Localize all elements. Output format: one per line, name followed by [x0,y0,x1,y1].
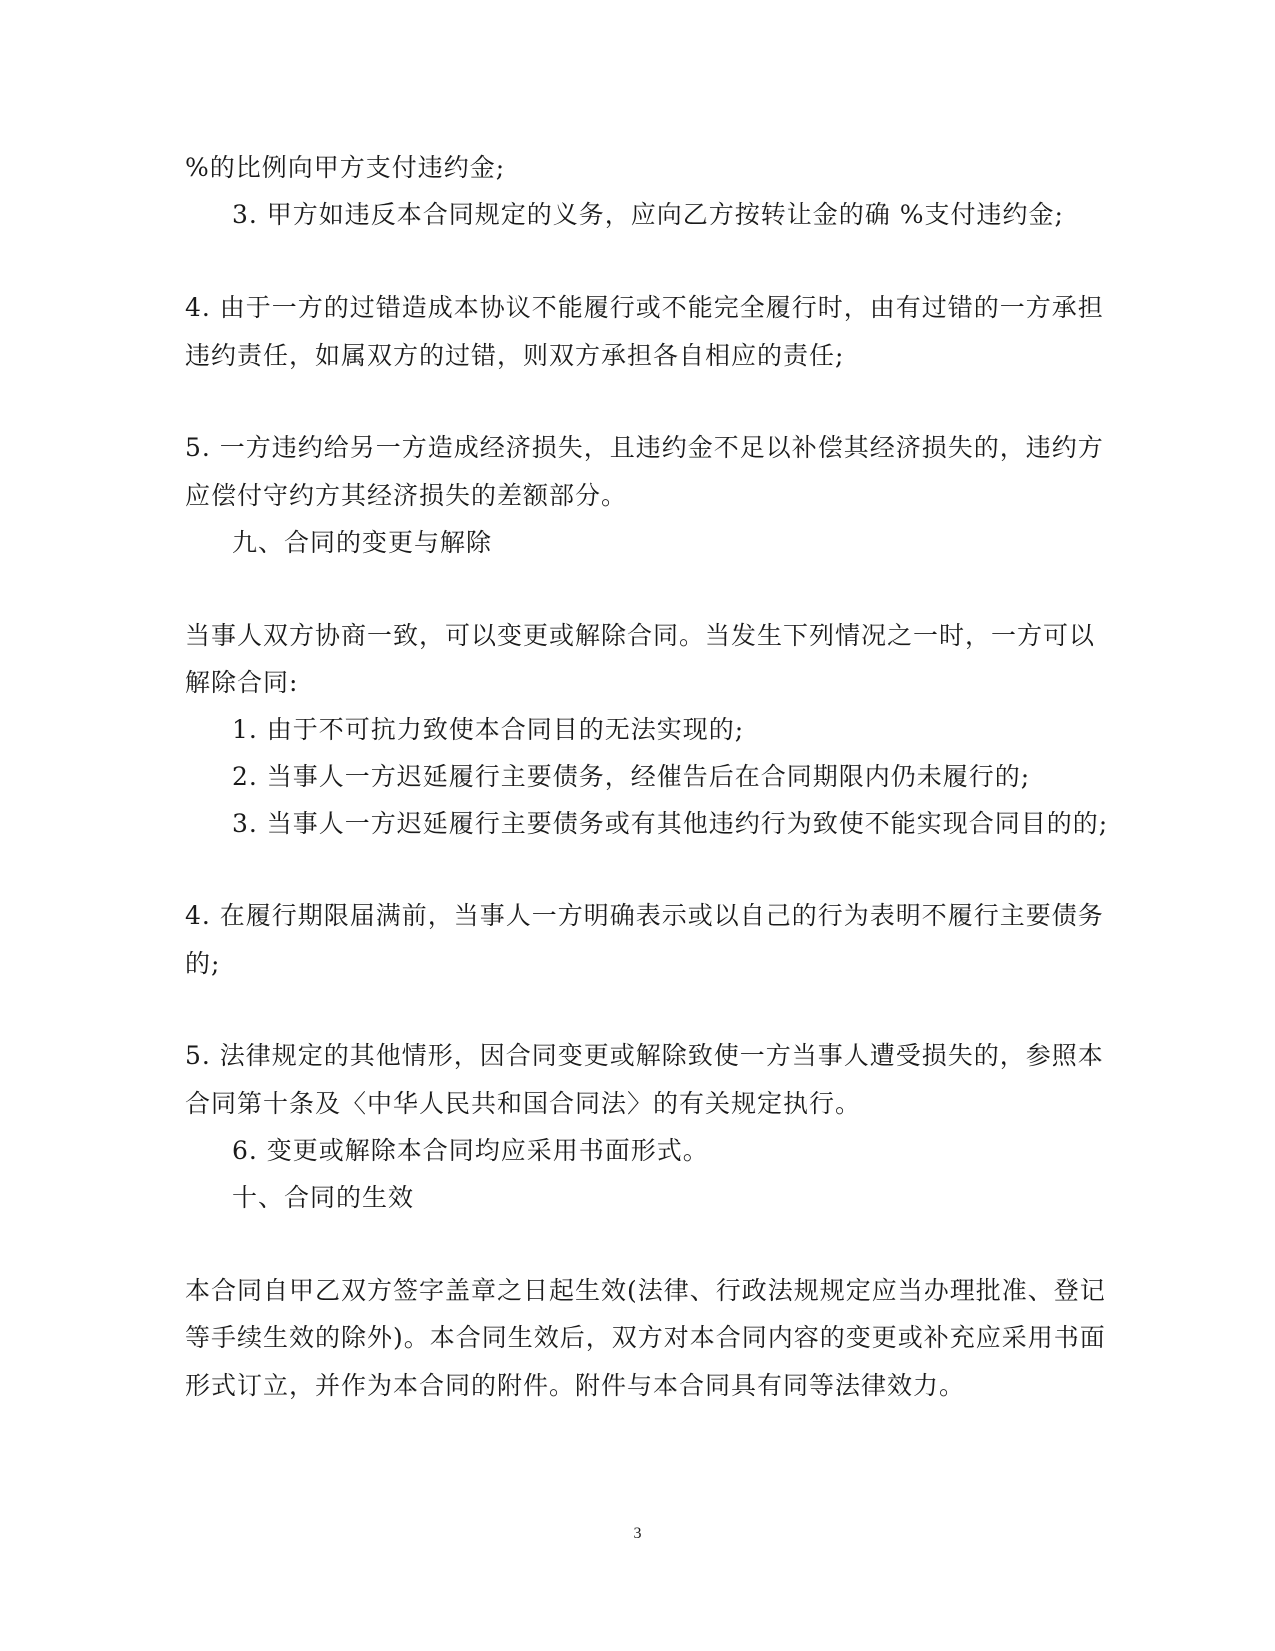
text-line: 5. 法律规定的其他情形，因合同变更或解除致使一方当事人遭受损失的，参照本 [185,1041,1104,1070]
text-line: 的; [185,949,221,978]
section-heading: 九、合同的变更与解除 [232,528,493,557]
page-number: 3 [633,1525,642,1542]
text-line: 5. 一方违约给另一方造成经济损失，且违约金不足以补偿其经济损失的，违约方 [185,433,1104,462]
text-line: 违约责任，如属双方的过错，则双方承担各自相应的责任; [185,341,845,370]
text-line: 2. 当事人一方迟延履行主要债务，经催告后在合同期限内仍未履行的; [232,762,1031,791]
text-line: 合同第十条及〈中华人民共和国合同法〉的有关规定执行。 [185,1089,862,1118]
section-heading: 十、合同的生效 [232,1183,415,1212]
text-line: 形式订立，并作为本合同的附件。附件与本合同具有同等法律效力。 [185,1371,966,1400]
text-line: 6. 变更或解除本合同均应采用书面形式。 [232,1136,709,1165]
text-line: 4. 由于一方的过错造成本协议不能履行或不能完全履行时，由有过错的一方承担 [185,293,1104,322]
text-line: %的比例向甲方支付违约金; [185,153,506,182]
text-line: 3. 当事人一方迟延履行主要债务或有其他违约行为致使不能实现合同目的的; [232,809,1109,838]
text-line: 1. 由于不可抗力致使本合同目的无法实现的; [232,715,745,744]
text-line: 3. 甲方如违反本合同规定的义务，应向乙方按转让金的确 %支付违约金; [232,200,1064,229]
text-line: 当事人双方协商一致，可以变更或解除合同。当发生下列情况之一时，一方可以 [185,621,1096,650]
text-line: 本合同自甲乙双方签字盖章之日起生效(法律、行政法规规定应当办理批准、登记 [185,1276,1106,1305]
text-line: 等手续生效的除外)。本合同生效后，双方对本合同内容的变更或补充应采用书面 [185,1323,1106,1352]
text-line: 应偿付守约方其经济损失的差额部分。 [185,481,628,510]
text-line: 解除合同: [185,668,299,697]
text-line: 4. 在履行期限届满前，当事人一方明确表示或以自己的行为表明不履行主要债务 [185,901,1104,930]
